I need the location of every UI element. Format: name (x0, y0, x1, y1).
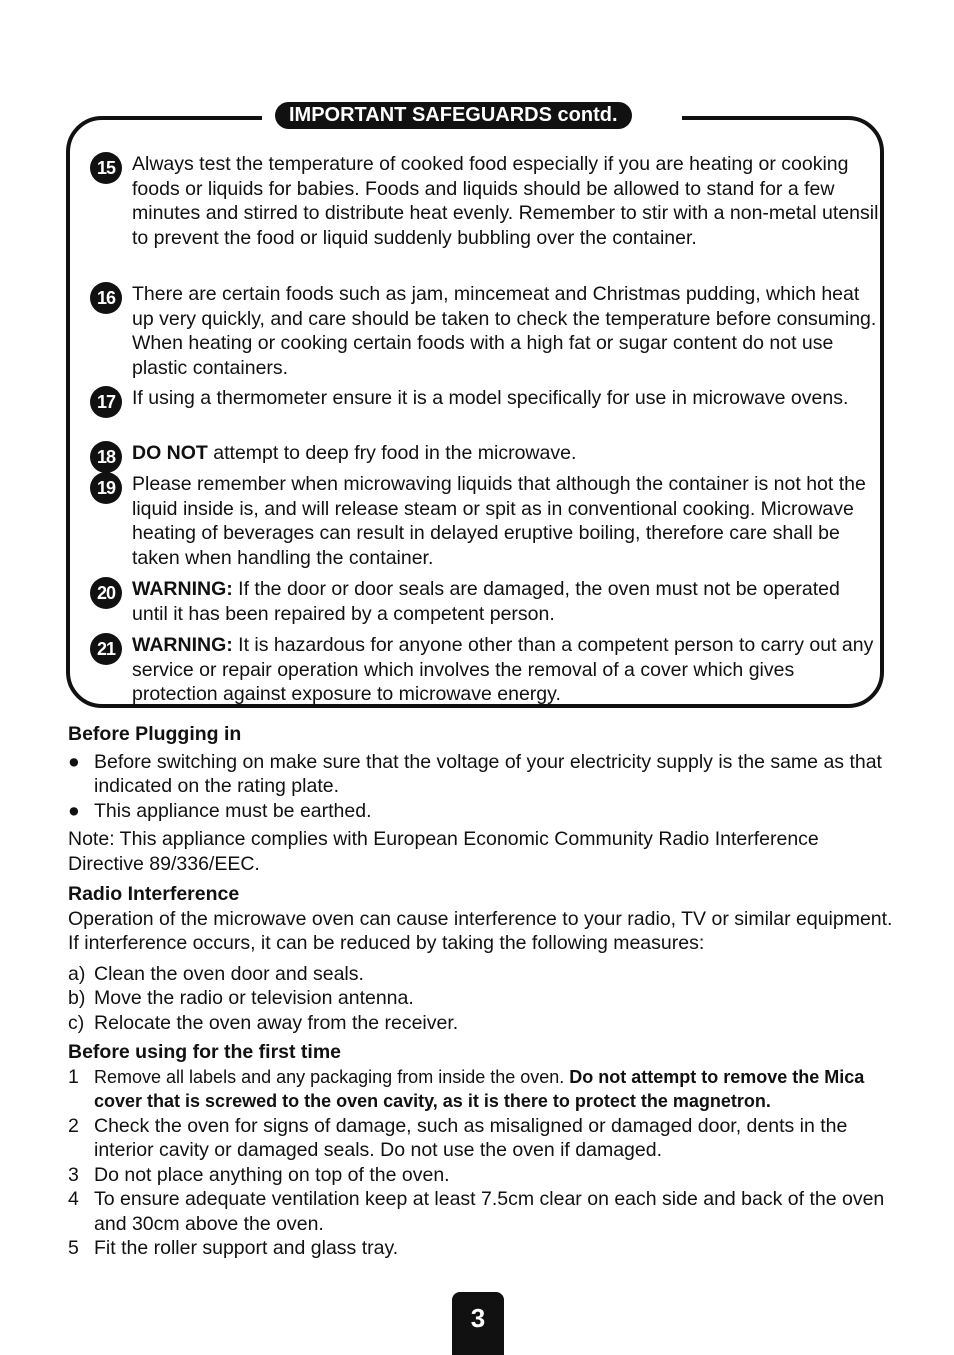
item-text: If using a thermometer ensure it is a model specifically for use in microwave ovens. (132, 387, 849, 409)
box-title: IMPORTANT SAFEGUARDS contd. (275, 102, 632, 129)
safeguard-item-21 (90, 633, 880, 707)
item-bold: DO NOT (132, 442, 208, 464)
item-text: It is hazardous for anyone other than a competent person to carry out any service or repair operation which involves the removal of a cover which gives protection against exposure to microwave energy. (132, 634, 874, 705)
list-item: 5 Fit the roller support and glass tray. (68, 1237, 399, 1259)
list-item: 1 Remove all labels and any packaging from inside the oven. Do not attempt to remove the Mica cover that is screwed to the oven cavity, as it is there to protect the magnetron. (68, 1065, 865, 1111)
list-item: c) Relocate the oven away from the receiver. (68, 1011, 459, 1034)
item-text: Please remember when microwaving liquids that although the container is not hot the liquid inside is, and will release steam or spit as in conventional cooking. Microwave heating of beverages can result in delayed eruptive boiling, therefore care shall be taken when handling the container. (132, 473, 866, 569)
item-number: 15 (90, 152, 122, 184)
bullet-icon: ● (68, 799, 80, 822)
safeguard-item-18 (90, 441, 880, 466)
item-text: attempt to deep fry food in the microwave. (207, 442, 577, 464)
item-text: Always test the temperature of cooked food especially if you are heating or cooking foods or liquids for babies. Foods and liquids should be allowed to stand for a few minutes and stirred to distribute heat evenly. Remember to stir with a non-metal utensil to prevent the food or liquid suddenly bubbling over the container. (132, 153, 879, 249)
first-use-section (68, 1040, 898, 1261)
bullet-item: ● Before switching on make sure that the voltage of your electricity supply is the same as that indicated on the rating plate. (68, 750, 882, 797)
note-text: Note: This appliance complies with European Economic Community Radio Interference Directive 89/336/EEC. (68, 828, 819, 875)
bullet-item: ● This appliance must be earthed. (68, 799, 372, 822)
list-item: b) Move the radio or television antenna. (68, 987, 414, 1009)
item-number: 18 (90, 441, 122, 473)
safeguard-item-17 (90, 386, 880, 411)
intro-text: Operation of the microwave oven can cause interference to your radio, TV or similar equipment. If interference occurs, it can be reduced by taking the following measures: (68, 907, 893, 954)
section-heading: Before Plugging in (68, 723, 242, 745)
list-item: 3 Do not place anything on top of the oven. (68, 1163, 450, 1186)
item-number: 21 (90, 633, 122, 665)
item-number: 17 (90, 386, 122, 418)
bullet-icon: ● (68, 750, 80, 773)
item-text: If the door or door seals are damaged, the oven must not be operated until it has been repaired by a competent person. (132, 578, 840, 625)
safeguard-item-20 (90, 577, 880, 626)
section-heading: Radio Interference (68, 883, 240, 905)
item-bold: WARNING: (132, 578, 233, 600)
page-number: 3 (452, 1292, 504, 1355)
safeguard-item-19 (90, 472, 880, 570)
list-item: 2 Check the oven for signs of damage, such as misaligned or damaged door, dents in the interior cavity or damaged seals. Do not use the oven if damaged. (68, 1114, 848, 1161)
list-item: 4 To ensure adequate ventilation keep at least 7.5cm clear on each side and back of the oven and 30cm above the oven. (68, 1188, 885, 1235)
safeguard-item-16 (90, 282, 880, 380)
before-plugging-section (68, 722, 898, 876)
item-number: 19 (90, 472, 122, 504)
safeguard-item-15 (90, 152, 880, 250)
item-number: 20 (90, 577, 122, 609)
list-item: a) Clean the oven door and seals. (68, 962, 364, 985)
item-text: There are certain foods such as jam, mincemeat and Christmas pudding, which heat up very quickly, and care should be taken to check the temperature before consuming. When heating or cooking certain foods with a high fat or sugar content do not use plastic containers. (132, 283, 877, 379)
radio-interference-section (68, 882, 898, 1035)
item-bold: WARNING: (132, 634, 233, 656)
section-heading: Before using for the first time (68, 1041, 342, 1063)
item-number: 16 (90, 282, 122, 314)
